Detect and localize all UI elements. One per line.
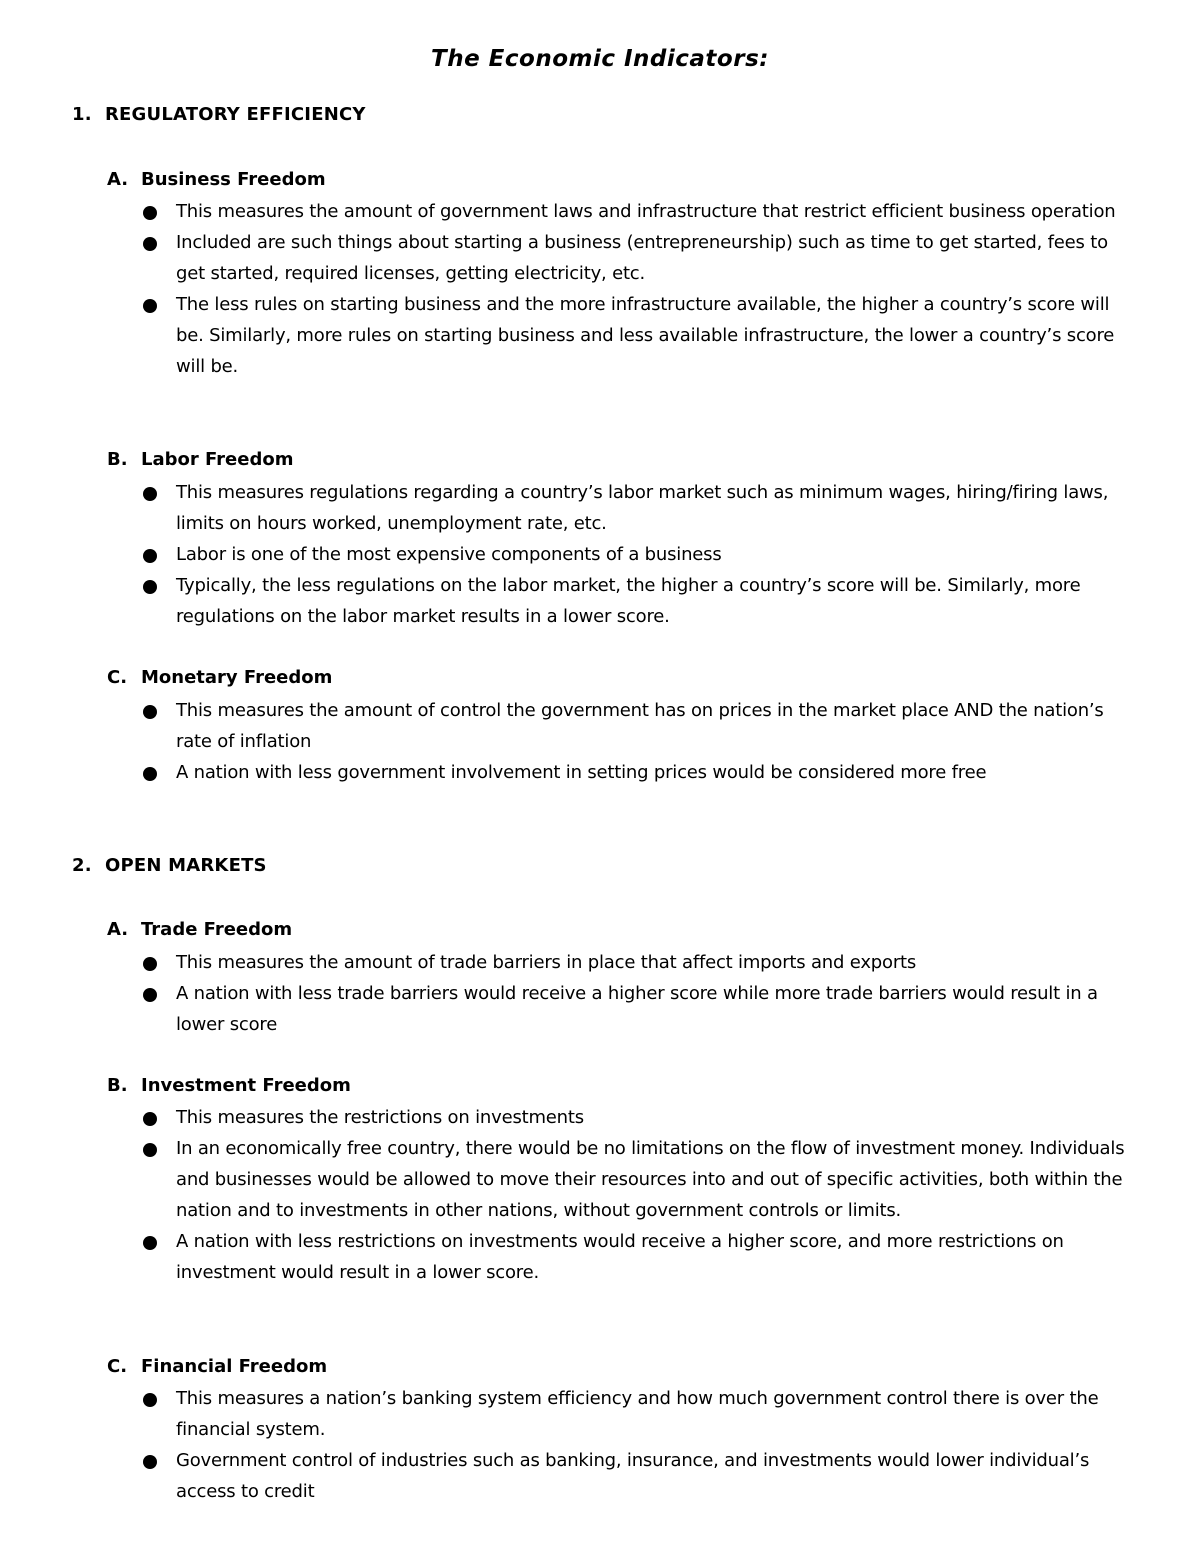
bullet-icon xyxy=(143,580,157,594)
subsection-letter: B. xyxy=(107,449,128,470)
bullet-list-trade-freedom xyxy=(140,947,1140,1040)
subsection-letter: C. xyxy=(107,667,128,688)
list-item: Government control of industries such as banking, insurance, and investments would lower individual’s access to credit xyxy=(140,1445,1140,1507)
bullet-list-monetary-freedom xyxy=(140,695,1140,788)
subsection-heading-labor-freedom xyxy=(107,449,293,470)
subsection-title: Trade Freedom xyxy=(141,919,293,940)
section-title: OPEN MARKETS xyxy=(105,855,267,876)
list-item: This measures the restrictions on investments xyxy=(140,1102,1140,1133)
subsection-title: Labor Freedom xyxy=(141,449,294,470)
bullet-list-business-freedom xyxy=(140,196,1140,382)
list-item: In an economically free country, there would be no limitations on the flow of investment money. Individuals and businesses would be allowed to move their resources into and out of specific activities, both within the nation and to investments in other nations, without government controls or limits. xyxy=(140,1133,1140,1226)
list-item: This measures the amount of government laws and infrastructure that restrict efficient business operation xyxy=(140,196,1140,227)
subsection-letter: A. xyxy=(107,919,129,940)
bullet-icon xyxy=(143,487,157,501)
page-title: The Economic Indicators: xyxy=(431,46,769,72)
bullet-icon xyxy=(143,1455,157,1469)
list-item: This measures a nation’s banking system efficiency and how much government control there is over the financial system. xyxy=(140,1383,1140,1445)
list-item: The less rules on starting business and the more infrastructure available, the higher a country’s score will be. Similarly, more rules on starting business and less available infrastructure, the lower a country’s score will be. xyxy=(140,289,1140,382)
subsection-heading-business-freedom xyxy=(107,169,326,190)
list-item: This measures the amount of control the government has on prices in the market place AND the nation’s rate of inflation xyxy=(140,695,1140,757)
bullet-list-labor-freedom xyxy=(140,477,1140,632)
section-heading-open-markets xyxy=(72,855,267,876)
subsection-letter: B. xyxy=(107,1075,128,1096)
subsection-title: Financial Freedom xyxy=(141,1356,328,1377)
list-item: A nation with less trade barriers would receive a higher score while more trade barriers would result in a lower score xyxy=(140,978,1140,1040)
subsection-letter: C. xyxy=(107,1356,128,1377)
section-heading-regulatory-efficiency xyxy=(72,104,366,125)
bullet-icon xyxy=(143,957,157,971)
list-item: Typically, the less regulations on the labor market, the higher a country’s score will be. Similarly, more regulations on the labor market results in a lower score. xyxy=(140,570,1140,632)
bullet-icon xyxy=(143,1143,157,1157)
bullet-icon xyxy=(143,988,157,1002)
bullet-list-financial-freedom xyxy=(140,1383,1140,1507)
bullet-list-investment-freedom xyxy=(140,1102,1140,1288)
subsection-heading-investment-freedom xyxy=(107,1075,351,1096)
bullet-icon xyxy=(143,549,157,563)
section-title: REGULATORY EFFICIENCY xyxy=(105,104,366,125)
bullet-icon xyxy=(143,1393,157,1407)
subsection-heading-monetary-freedom xyxy=(107,667,332,688)
section-number: 2. xyxy=(72,855,92,876)
subsection-heading-trade-freedom xyxy=(107,919,292,940)
bullet-icon xyxy=(143,705,157,719)
bullet-icon xyxy=(143,1112,157,1126)
subsection-title: Business Freedom xyxy=(141,169,326,190)
list-item: A nation with less government involvement in setting prices would be considered more free xyxy=(140,757,1140,788)
list-item: A nation with less restrictions on investments would receive a higher score, and more restrictions on investment would result in a lower score. xyxy=(140,1226,1140,1288)
subsection-title: Monetary Freedom xyxy=(141,667,333,688)
bullet-icon xyxy=(143,206,157,220)
subsection-title: Investment Freedom xyxy=(141,1075,351,1096)
bullet-icon xyxy=(143,1236,157,1250)
bullet-icon xyxy=(143,237,157,251)
subsection-letter: A. xyxy=(107,169,129,190)
bullet-icon xyxy=(143,299,157,313)
list-item: Labor is one of the most expensive components of a business xyxy=(140,539,1140,570)
list-item: This measures regulations regarding a country’s labor market such as minimum wages, hiring/firing laws, limits on hours worked, unemployment rate, etc. xyxy=(140,477,1140,539)
list-item: This measures the amount of trade barriers in place that affect imports and exports xyxy=(140,947,1140,978)
section-number: 1. xyxy=(72,104,92,125)
subsection-heading-financial-freedom xyxy=(107,1356,327,1377)
bullet-icon xyxy=(143,767,157,781)
list-item: Included are such things about starting a business (entrepreneurship) such as time to get started, fees to get started, required licenses, getting electricity, etc. xyxy=(140,227,1140,289)
